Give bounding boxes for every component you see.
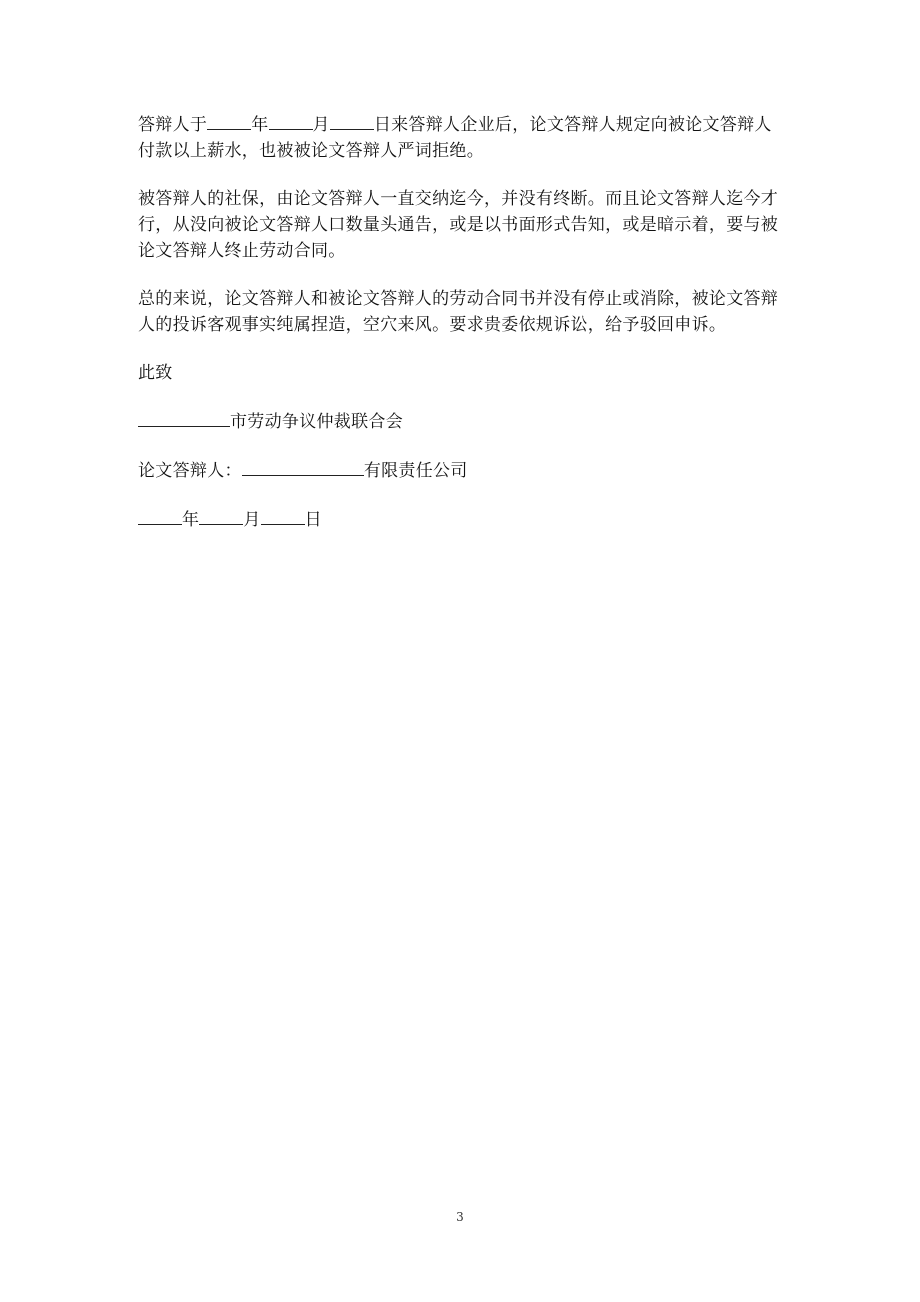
blank-city	[138, 408, 230, 427]
blank-month	[269, 111, 313, 130]
paragraph-social-insurance: 被答辩人的社保，由论文答辩人一直交纳迄今，并没有终断。而且论文答辩人迄今才行，从没向被论文答辩人口数量头通告，或是以书面形式告知，或是暗示着，要与被论文答辩人终止劳动合同。	[138, 189, 779, 261]
paragraph-conclusion: 总的来说，论文答辩人和被论文答辩人的劳动合同书并没有停止或消除，被论文答辩人的投诉客观事实纯属捏造，空穴来风。要求贵委依规诉讼，给予驳回申诉。	[138, 289, 779, 335]
date-day-label: 日	[304, 510, 322, 530]
signature-line	[138, 457, 786, 484]
signature-suffix: 有限责任公司	[363, 461, 468, 481]
recipient-line	[138, 408, 786, 435]
recipient-name: 市劳动争议仲裁联合会	[230, 412, 403, 432]
closing-salutation: 此致	[138, 363, 173, 383]
blank-date-day	[261, 506, 305, 525]
document-body	[138, 111, 786, 555]
blank-company	[242, 457, 364, 476]
blank-year	[207, 111, 251, 130]
paragraph-visit-lead: 答辩人于	[138, 115, 208, 135]
blank-date-year	[138, 506, 182, 525]
month-label: 月	[312, 115, 330, 135]
signature-label: 论文答辩人：	[138, 461, 242, 481]
date-year-label: 年	[182, 510, 200, 530]
paragraph-visit	[138, 111, 786, 164]
page-number: 3	[456, 1210, 464, 1224]
year-label: 年	[251, 115, 269, 135]
blank-date-month	[199, 506, 243, 525]
date-month-label: 月	[243, 510, 261, 530]
date-line	[138, 506, 786, 533]
paragraph-visit-rest: 日来答辩人企业后，论文答辩人规定向被论文答辩人付款以上薪水，也被被论文答辩人严词拒绝。	[138, 115, 772, 161]
blank-day	[330, 111, 374, 130]
